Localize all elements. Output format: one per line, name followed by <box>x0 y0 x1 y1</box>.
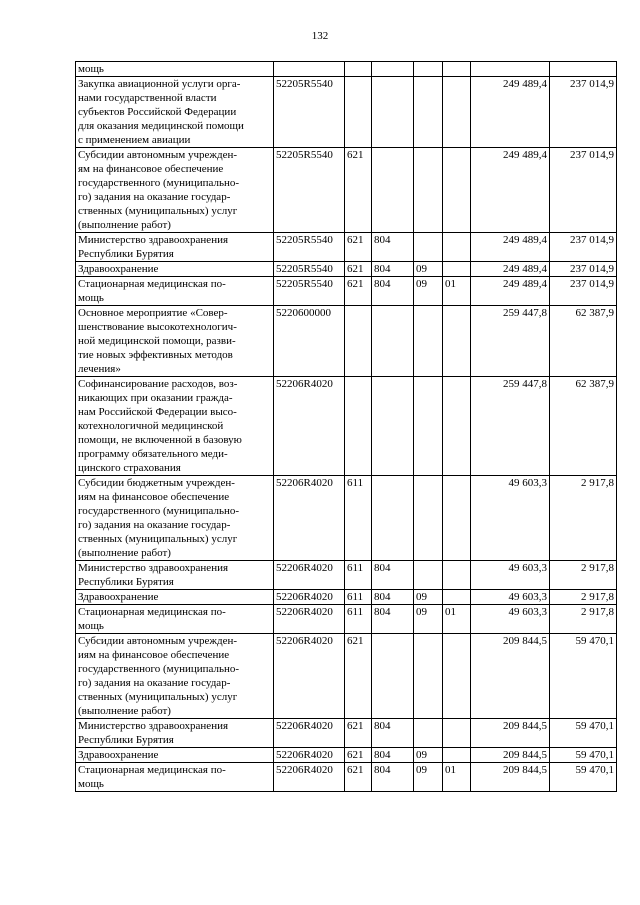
target-code-cell: 52206R4020 <box>274 377 345 476</box>
expense-type-cell: 611 <box>345 476 372 561</box>
section-code-cell: 09 <box>414 277 443 306</box>
table-row <box>76 476 617 561</box>
table-row <box>76 634 617 719</box>
expense-type-cell: 621 <box>345 634 372 719</box>
expense-name-cell: Закупка авиационной услуги орга- нами государственной власти субъектов Российской Федерации для оказания медицинской помощи с применением авиации <box>76 77 274 148</box>
amount-year1-cell: 249 489,4 <box>471 77 550 148</box>
amount-year1-cell: 49 603,3 <box>471 590 550 605</box>
target-code-cell: 52206R4020 <box>274 605 345 634</box>
target-code-cell: 52205R5540 <box>274 148 345 233</box>
amount-year1-cell: 49 603,3 <box>471 561 550 590</box>
expense-type-cell: 621 <box>345 148 372 233</box>
expense-name-cell: мощь <box>76 62 274 77</box>
section-code-cell <box>414 77 443 148</box>
ministry-code-cell: 804 <box>372 590 414 605</box>
section-code-cell: 09 <box>414 590 443 605</box>
table-row <box>76 233 617 262</box>
target-code-cell: 52206R4020 <box>274 719 345 748</box>
ministry-code-cell: 804 <box>372 763 414 792</box>
expense-name-cell: Здравоохранение <box>76 590 274 605</box>
expense-type-cell: 621 <box>345 262 372 277</box>
ministry-code-cell <box>372 476 414 561</box>
section-code-cell <box>414 561 443 590</box>
expense-name-cell: Субсидии бюджетным учрежден- иям на финансовое обеспечение государственного (муниципально- го) задания на оказание государ- ственных (муниципальных) услуг (выполнение работ) <box>76 476 274 561</box>
ministry-code-cell <box>372 62 414 77</box>
expense-type-cell: 621 <box>345 763 372 792</box>
amount-year1-cell <box>471 62 550 77</box>
expense-type-cell: 611 <box>345 605 372 634</box>
subsection-code-cell <box>443 476 471 561</box>
subsection-code-cell <box>443 748 471 763</box>
expense-type-cell: 621 <box>345 719 372 748</box>
expense-type-cell: 621 <box>345 277 372 306</box>
table-row <box>76 748 617 763</box>
expense-name-cell: Субсидии автономным учрежден- иям на финансовое обеспечение государственного (муниципально- го) задания на оказание государ- ственных (муниципальных) услуг (выполнение работ) <box>76 634 274 719</box>
amount-year1-cell: 209 844,5 <box>471 634 550 719</box>
target-code-cell: 52206R4020 <box>274 561 345 590</box>
expense-name-cell: Министерство здравоохранения Республики Бурятия <box>76 233 274 262</box>
expense-name-cell: Здравоохранение <box>76 262 274 277</box>
expense-type-cell: 621 <box>345 233 372 262</box>
expense-type-cell <box>345 306 372 377</box>
subsection-code-cell <box>443 306 471 377</box>
table-row <box>76 262 617 277</box>
table-row <box>76 605 617 634</box>
amount-year2-cell: 237 014,9 <box>550 148 617 233</box>
section-code-cell <box>414 62 443 77</box>
subsection-code-cell <box>443 233 471 262</box>
section-code-cell <box>414 476 443 561</box>
amount-year1-cell: 249 489,4 <box>471 277 550 306</box>
expense-name-cell: Стационарная медицинская по- мощь <box>76 277 274 306</box>
amount-year2-cell: 237 014,9 <box>550 277 617 306</box>
amount-year1-cell: 249 489,4 <box>471 148 550 233</box>
ministry-code-cell: 804 <box>372 233 414 262</box>
amount-year2-cell: 2 917,8 <box>550 476 617 561</box>
amount-year1-cell: 209 844,5 <box>471 719 550 748</box>
amount-year2-cell: 62 387,9 <box>550 377 617 476</box>
subsection-code-cell <box>443 561 471 590</box>
amount-year1-cell: 209 844,5 <box>471 748 550 763</box>
section-code-cell: 09 <box>414 748 443 763</box>
target-code-cell: 52206R4020 <box>274 590 345 605</box>
target-code-cell: 52206R4020 <box>274 763 345 792</box>
section-code-cell: 09 <box>414 763 443 792</box>
subsection-code-cell <box>443 77 471 148</box>
expense-name-cell: Министерство здравоохранения Республики Бурятия <box>76 719 274 748</box>
target-code-cell: 52205R5540 <box>274 233 345 262</box>
section-code-cell: 09 <box>414 262 443 277</box>
amount-year2-cell: 59 470,1 <box>550 763 617 792</box>
amount-year2-cell <box>550 62 617 77</box>
target-code-cell <box>274 62 345 77</box>
section-code-cell <box>414 719 443 748</box>
subsection-code-cell: 01 <box>443 277 471 306</box>
subsection-code-cell <box>443 262 471 277</box>
subsection-code-cell <box>443 719 471 748</box>
ministry-code-cell <box>372 377 414 476</box>
subsection-code-cell: 01 <box>443 605 471 634</box>
amount-year2-cell: 59 470,1 <box>550 719 617 748</box>
expense-name-cell: Здравоохранение <box>76 748 274 763</box>
expense-name-cell: Министерство здравоохранения Республики Бурятия <box>76 561 274 590</box>
subsection-code-cell <box>443 148 471 233</box>
amount-year1-cell: 249 489,4 <box>471 262 550 277</box>
amount-year2-cell: 2 917,8 <box>550 561 617 590</box>
table-row <box>76 62 617 77</box>
amount-year2-cell: 237 014,9 <box>550 233 617 262</box>
section-code-cell: 09 <box>414 605 443 634</box>
amount-year1-cell: 209 844,5 <box>471 763 550 792</box>
ministry-code-cell <box>372 306 414 377</box>
table-row <box>76 719 617 748</box>
amount-year2-cell: 2 917,8 <box>550 605 617 634</box>
amount-year1-cell: 259 447,8 <box>471 306 550 377</box>
ministry-code-cell <box>372 634 414 719</box>
budget-table <box>75 61 617 792</box>
subsection-code-cell <box>443 377 471 476</box>
expense-type-cell <box>345 377 372 476</box>
expense-name-cell: Основное мероприятие «Совер- шенствование высокотехнологич- ной медицинской помощи, разви- тие новых эффективных методов лечения» <box>76 306 274 377</box>
amount-year2-cell: 2 917,8 <box>550 590 617 605</box>
target-code-cell: 52205R5540 <box>274 77 345 148</box>
expense-type-cell <box>345 62 372 77</box>
section-code-cell <box>414 634 443 719</box>
table-body <box>76 62 617 792</box>
section-code-cell <box>414 306 443 377</box>
subsection-code-cell <box>443 62 471 77</box>
ministry-code-cell: 804 <box>372 277 414 306</box>
table-row <box>76 561 617 590</box>
target-code-cell: 52206R4020 <box>274 748 345 763</box>
target-code-cell: 52206R4020 <box>274 634 345 719</box>
expense-name-cell: Стационарная медицинская по- мощь <box>76 605 274 634</box>
table-row <box>76 148 617 233</box>
target-code-cell: 52205R5540 <box>274 262 345 277</box>
amount-year2-cell: 59 470,1 <box>550 748 617 763</box>
ministry-code-cell <box>372 77 414 148</box>
expense-type-cell <box>345 77 372 148</box>
ministry-code-cell: 804 <box>372 561 414 590</box>
table-row <box>76 306 617 377</box>
target-code-cell: 5220600000 <box>274 306 345 377</box>
expense-name-cell: Субсидии автономным учрежден- ям на финансовое обеспечение государственного (муниципально- го) задания на оказание государ- ственных (муниципальных) услуг (выполнение работ) <box>76 148 274 233</box>
amount-year1-cell: 49 603,3 <box>471 476 550 561</box>
subsection-code-cell <box>443 590 471 605</box>
amount-year2-cell: 59 470,1 <box>550 634 617 719</box>
subsection-code-cell: 01 <box>443 763 471 792</box>
amount-year2-cell: 237 014,9 <box>550 77 617 148</box>
table-row <box>76 377 617 476</box>
expense-type-cell: 611 <box>345 590 372 605</box>
expense-type-cell: 621 <box>345 748 372 763</box>
amount-year2-cell: 237 014,9 <box>550 262 617 277</box>
table-row <box>76 763 617 792</box>
ministry-code-cell <box>372 148 414 233</box>
amount-year1-cell: 249 489,4 <box>471 233 550 262</box>
amount-year1-cell: 49 603,3 <box>471 605 550 634</box>
target-code-cell: 52206R4020 <box>274 476 345 561</box>
table-row <box>76 590 617 605</box>
ministry-code-cell: 804 <box>372 748 414 763</box>
ministry-code-cell: 804 <box>372 605 414 634</box>
expense-name-cell: Стационарная медицинская по- мощь <box>76 763 274 792</box>
amount-year1-cell: 259 447,8 <box>471 377 550 476</box>
target-code-cell: 52205R5540 <box>274 277 345 306</box>
expense-name-cell: Софинансирование расходов, воз- никающих при оказании гражда- нам Российской Федерации высо- котехнологичной медицинской помощи, не включенной в базовую программу обязательного меди- цинского страхования <box>76 377 274 476</box>
section-code-cell <box>414 377 443 476</box>
ministry-code-cell: 804 <box>372 262 414 277</box>
amount-year2-cell: 62 387,9 <box>550 306 617 377</box>
table-row <box>76 277 617 306</box>
subsection-code-cell <box>443 634 471 719</box>
ministry-code-cell: 804 <box>372 719 414 748</box>
table-row <box>76 77 617 148</box>
section-code-cell <box>414 148 443 233</box>
expense-type-cell: 611 <box>345 561 372 590</box>
page-number: 132 <box>311 30 329 42</box>
section-code-cell <box>414 233 443 262</box>
